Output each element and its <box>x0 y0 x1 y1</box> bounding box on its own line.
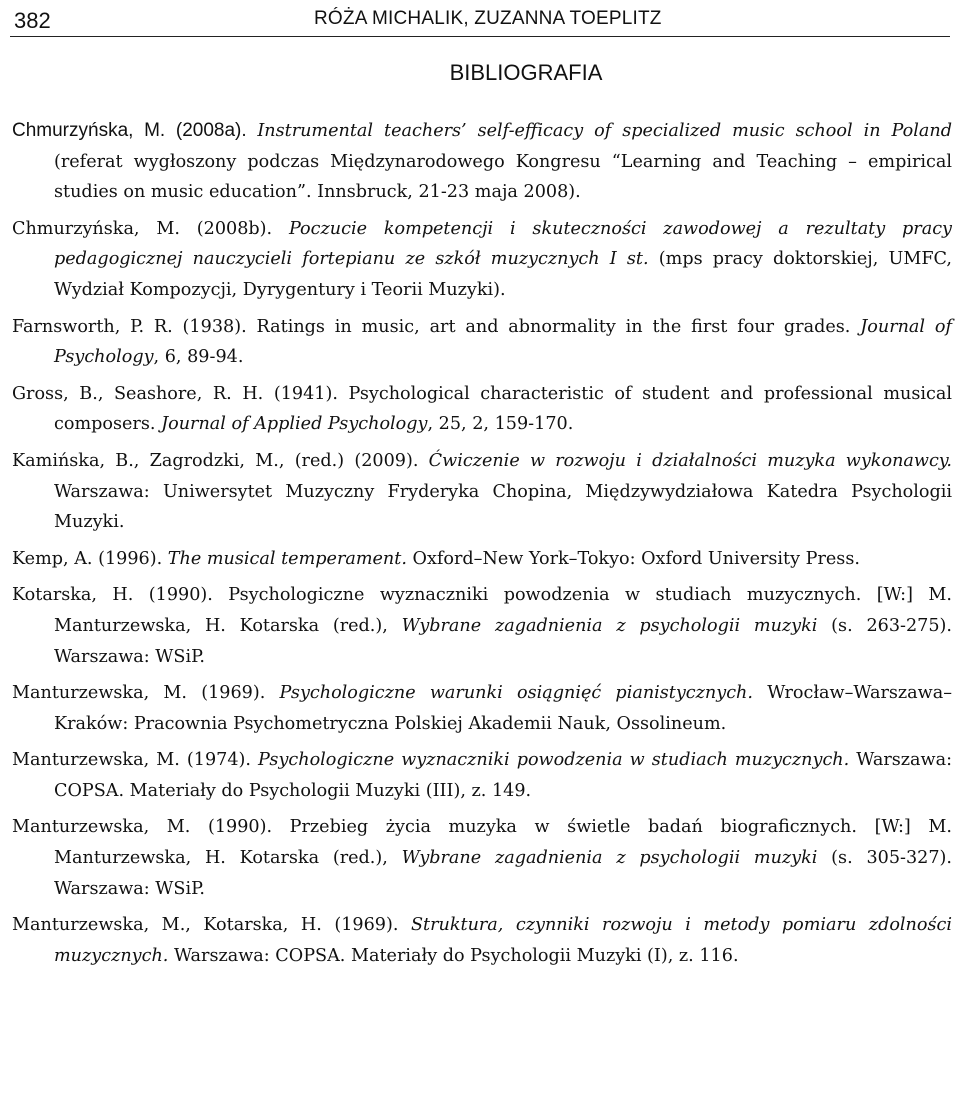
entry-title: Struktura, czynniki rozwoju i metody pomiaru zdolności muzycznych. <box>54 915 952 966</box>
bibliography-entry <box>12 745 952 806</box>
entry-lead: Farnsworth, P. R. (1938). Ratings in music, art and abnormality in the first four grades. <box>12 316 861 337</box>
entry-title: Wybrane zagadnienia z psychologii muzyki <box>401 615 818 636</box>
entry-rest: (mps pracy doktorskiej, UMFC, Wydział Kompozycji, Dyrygentury i Teorii Muzyki). <box>54 249 952 300</box>
bibliography-entry <box>12 580 952 672</box>
bibliography-entry <box>12 446 952 538</box>
entry-rest: (s. 305-327). Warszawa: WSiP. <box>54 848 953 899</box>
entry-rest: Oxford–New York–Tokyo: Oxford University Press. <box>406 548 860 569</box>
entry-rest: Wrocław–Warszawa–Kraków: Pracownia Psychometryczna Polskiej Akademii Nauk, Ossolineum. <box>54 683 952 734</box>
entry-rest: (s. 263-275). Warszawa: WSiP. <box>54 615 953 667</box>
entry-title: Instrumental teachers’ self-efficacy of specialized music school in Poland <box>257 121 952 141</box>
bibliography-entry <box>12 678 952 739</box>
entry-lead: Kotarska, H. (1990). Psychologiczne wyznaczniki powodzenia w studiach muzycznych. [W:] M. Manturzewska, H. Kotarska (red.), <box>12 585 952 636</box>
page-number: 382 <box>14 8 51 33</box>
entry-lead: Gross, B., Seashore, R. H. (1941). Psychological characteristic of student and professional musical composers. <box>12 383 952 435</box>
entry-lead: Chmurzyńska, M. (2008b). <box>12 218 289 239</box>
entry-rest: Warszawa: Uniwersytet Muzyczny Fryderyka Chopina, Międzywydziałowa Katedra Psychologii Muzyki. <box>54 481 952 533</box>
entry-title: Ćwiczenie w rozwoju i działalności muzyka wykonawcy. <box>428 450 952 471</box>
entry-rest: , 6, 89-94. <box>153 347 244 368</box>
entry-title: Wybrane zagadnienia z psychologii muzyki <box>401 848 818 869</box>
entry-title: Journal of Applied Psychology <box>161 414 428 435</box>
entry-title: Poczucie kompetencji i skuteczności zawodowej a rezultaty pracy pedagogicznej nauczycieli fortepianu ze szkół muzycznych I st. <box>54 218 952 270</box>
entry-rest: Warszawa: COPSA. Materiały do Psychologii Muzyki (III), z. 149. <box>54 750 953 801</box>
running-head: RÓŻA MICHALIK, ZUZANNA TOEPLITZ <box>314 8 662 29</box>
entry-lead: Manturzewska, M. (1990). Przebieg życia muzyka w świetle badań biograficznych. [W:] M. Manturzewska, H. Kotarska (red.), <box>12 817 952 869</box>
entry-rest: , 25, 2, 159-170. <box>427 414 574 435</box>
entry-lead: Manturzewska, M. (1969). <box>12 683 280 704</box>
entry-lead: Manturzewska, M. (1974). <box>12 750 259 771</box>
section-title: BIBLIOGRAFIA <box>449 60 603 85</box>
entry-title: Journal of Psychology <box>54 316 953 368</box>
entry-lead: Kemp, A. (1996). <box>12 548 168 569</box>
page-header <box>10 2 950 37</box>
entry-lead: Manturzewska, M., Kotarska, H. (1969). <box>12 915 411 936</box>
bibliography-entry <box>12 544 952 575</box>
entry-title: The musical temperament. <box>167 548 407 569</box>
bibliography-entry <box>12 116 952 208</box>
entry-lead: Chmurzyńska, M. (2008a). <box>12 120 258 141</box>
bibliography-entry <box>12 312 952 373</box>
bibliography-list <box>12 116 952 977</box>
bibliography-entry <box>12 214 952 306</box>
bibliography-entry <box>12 910 952 971</box>
bibliography-entry <box>12 812 952 904</box>
entry-lead: Kamińska, B., Zagrodzki, M., (red.) (2009). <box>12 450 429 471</box>
bibliography-entry <box>12 379 952 440</box>
entry-title: Psychologiczne wyznaczniki powodzenia w studiach muzycznych. <box>258 750 850 771</box>
entry-title: Psychologiczne warunki osiągnięć pianistycznych. <box>279 683 753 704</box>
entry-rest: (referat wygłoszony podczas Międzynarodowego Kongresu “Learning and Teaching – empirical studies on music education”. Innsbruck, 21-23 maja 2008). <box>54 151 952 203</box>
entry-rest: Warszawa: COPSA. Materiały do Psychologii Muzyki (I), z. 116. <box>168 945 739 966</box>
